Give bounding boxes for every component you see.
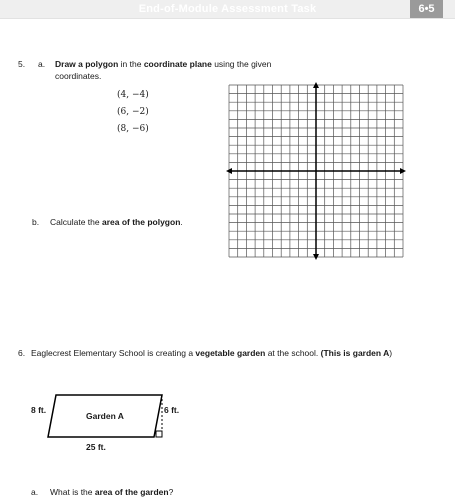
module-code-badge: 6•5 — [410, 0, 443, 18]
prompt-end: ? — [168, 487, 174, 497]
intro-end: ) — [389, 348, 393, 358]
garden-a-label: Garden A — [86, 411, 124, 421]
question-5a-prompt-line2: coordinates. — [55, 71, 102, 81]
prompt-bold: area of the polygon — [101, 217, 181, 227]
garden-height-label: 6 ft. — [164, 405, 180, 415]
prompt-bold: Draw a polygon — [55, 59, 119, 69]
intro-text: Eaglecrest Elementary School is creating a — [31, 348, 196, 358]
prompt-text: using the given — [211, 59, 272, 69]
garden-side-label: 8 ft. — [31, 405, 47, 415]
intro-bold: vegetable garden — [195, 348, 266, 358]
intro-text: at the school. — [265, 348, 321, 358]
intro-bold: (This is garden A — [320, 348, 390, 358]
coordinate-2: (6, −2) — [117, 107, 149, 117]
question-5a-letter: a. — [38, 59, 46, 69]
prompt-bold: area of the garden — [94, 487, 169, 497]
prompt-text: in the — [118, 59, 144, 69]
question-6a-prompt — [50, 486, 173, 498]
question-6-number: 6. — [18, 348, 26, 358]
question-5b-letter: b. — [32, 217, 40, 227]
coordinate-1: (4, −4) — [117, 90, 149, 100]
question-6a-letter: a. — [31, 487, 39, 497]
question-5-number: 5. — [18, 59, 26, 69]
prompt-bold: coordinate plane — [143, 59, 212, 69]
question-5b-prompt — [50, 216, 183, 228]
garden-base-label: 25 ft. — [86, 442, 106, 452]
prompt-text: Calculate the — [50, 217, 102, 227]
prompt-text: What is the — [50, 487, 95, 497]
prompt-end: . — [180, 217, 183, 227]
coordinate-3: (8, −6) — [117, 124, 149, 134]
question-6-intro — [31, 347, 392, 359]
right-angle-marker — [156, 431, 162, 437]
module-title: End-of-Module Assessment Task — [138, 3, 317, 15]
